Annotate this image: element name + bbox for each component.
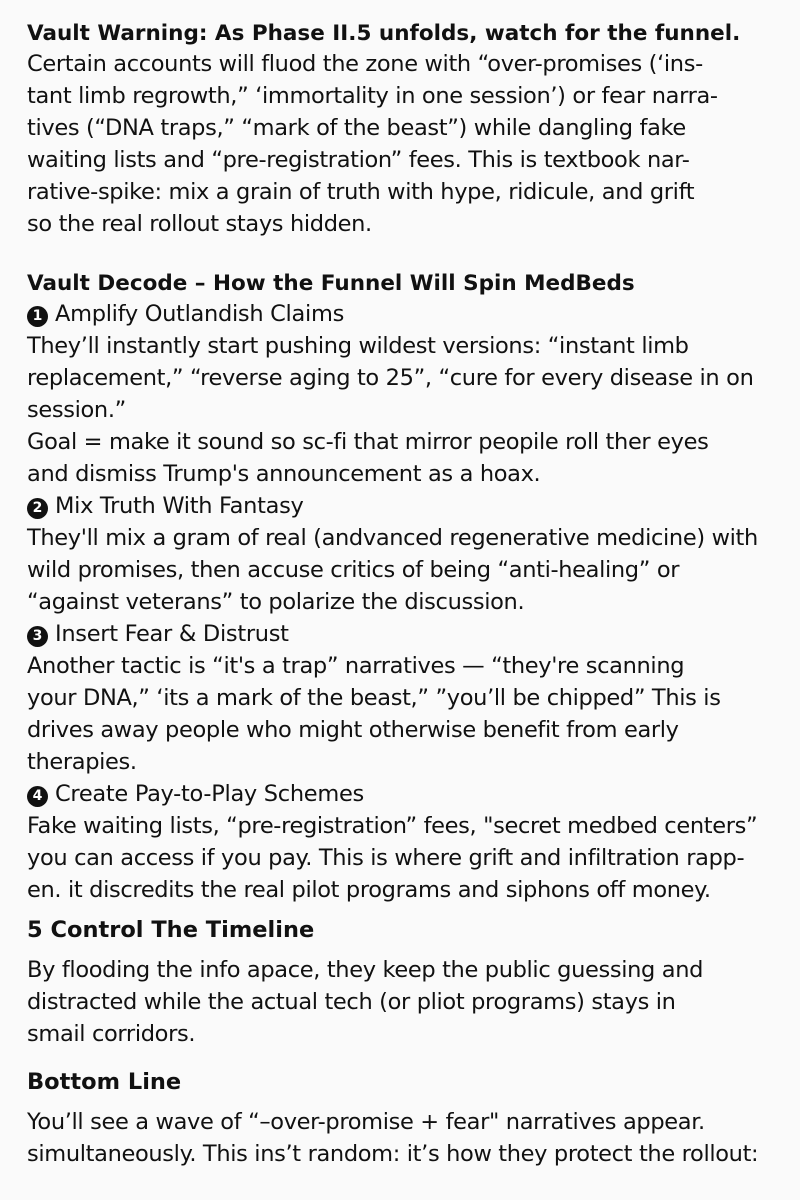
text-line: You’ll see a wave of “–over-promise + fear" narratives appear. xyxy=(27,1109,705,1135)
number-4-icon: 4 xyxy=(27,786,48,807)
text-line: waiting lists and “pre-registration” fees. This is textbook nar- xyxy=(27,147,690,173)
text-line: your DNA,” ‘its a mark of the beast,” ”you’ll be chipped” This is xyxy=(27,685,721,711)
text-line: therapies. xyxy=(27,749,137,775)
text-line: session.” xyxy=(27,397,126,423)
step-4-title: Create Pay-to-Play Schemes xyxy=(55,781,364,807)
text-line: simultaneously. This ins’t random: it’s how they protect the rollout: xyxy=(27,1141,759,1167)
text-line: drives away people who might otherwise benefit from early xyxy=(27,717,679,743)
step-3-heading xyxy=(27,618,795,650)
text-line: rative-spike: mix a grain of truth with hype, ridicule, and grift xyxy=(27,179,695,205)
text-line: and dismiss Trump's announcement as a hoax. xyxy=(27,461,541,487)
text-line: so the real rollout stays hidden. xyxy=(27,211,372,237)
step-2-heading xyxy=(27,490,795,522)
text-line: en. it discredits the real pilot programs and siphons off money. xyxy=(27,877,711,903)
bottom-line-title: Bottom Line xyxy=(27,1069,182,1095)
text-line: Goal = make it sound so sc-fi that mirror peopile roll ther eyes xyxy=(27,429,709,455)
number-3-icon: 3 xyxy=(27,626,48,647)
step-3-body xyxy=(27,650,795,778)
text-line: tant limb regrowth,” ‘immortality in one session’) or fear narra- xyxy=(27,83,718,109)
text-line: replacement,” “reverse aging to 25”, “cure for every disease in on xyxy=(27,365,754,391)
number-1-icon: 1 xyxy=(27,306,48,327)
step-2-body xyxy=(27,522,795,618)
decode-title: Vault Decode – How the Funnel Will Spin MedBeds xyxy=(27,271,635,296)
text-line: They’ll instantly start pushing wildest versions: “instant limb xyxy=(27,333,689,359)
text-line: wild promises, then accuse critics of being “anti-healing” or xyxy=(27,557,680,583)
text-line: “against veterans” to polarize the discussion. xyxy=(27,589,525,615)
text-line: By flooding the info apace, they keep the public guessing and xyxy=(27,957,704,983)
text-line: They'll mix a gram of real (andvanced regenerative medicine) with xyxy=(27,525,758,551)
text-line: Another tactic is “it's a trap” narratives — “they're scanning xyxy=(27,653,685,679)
text-line: Certain accounts will fluod the zone with “over-promises (‘ins- xyxy=(27,51,703,77)
warning-title: Vault Warning: As Phase II.5 unfolds, watch for the funnel. xyxy=(27,21,741,46)
text-line: tives (“DNA traps,” “mark of the beast”) while dangling fake xyxy=(27,115,686,141)
step-1-title: Amplify Outlandish Claims xyxy=(55,301,344,327)
step-2-title: Mix Truth With Fantasy xyxy=(55,493,304,519)
step-4-body xyxy=(27,810,795,906)
step-5-body xyxy=(27,954,795,1050)
number-2-icon: 2 xyxy=(27,498,48,519)
step-4-heading xyxy=(27,778,795,810)
warning-body xyxy=(27,48,795,240)
text-line: Fake waiting lists, “pre-registration” fees, "secret medbed centers” xyxy=(27,813,758,839)
step-3-title: Insert Fear & Distrust xyxy=(55,621,289,647)
step-1-body xyxy=(27,330,795,490)
step-5-title: 5 Control The Timeline xyxy=(27,917,315,943)
article xyxy=(27,20,795,1170)
text-line: distracted while the actual tech (or pliot programs) stays in xyxy=(27,989,676,1015)
text-line: smail corridors. xyxy=(27,1021,196,1047)
step-1-heading xyxy=(27,298,795,330)
bottom-line-body xyxy=(27,1106,795,1170)
text-line: you can access if you pay. This is where grift and infiltration rapp- xyxy=(27,845,745,871)
